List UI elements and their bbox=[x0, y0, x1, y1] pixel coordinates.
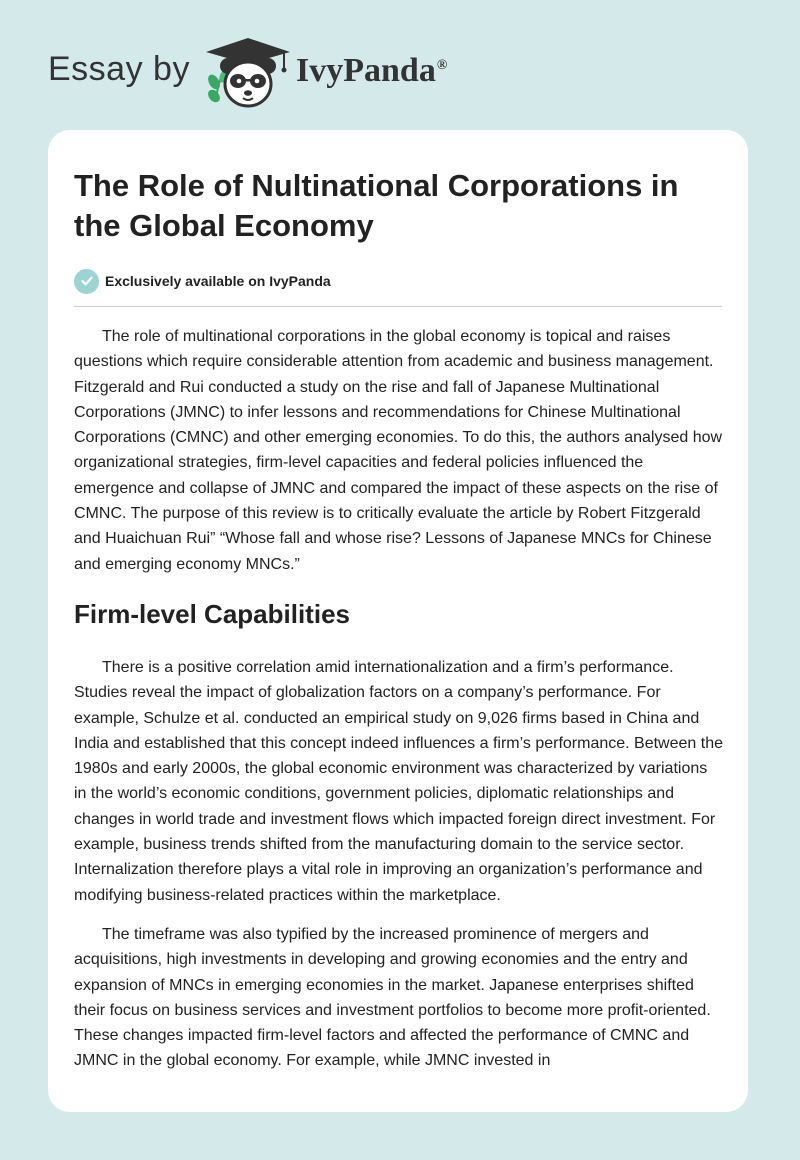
site-header bbox=[0, 0, 800, 130]
check-circle-icon bbox=[74, 269, 99, 294]
brand-name[interactable]: IvyPanda® bbox=[296, 52, 448, 89]
panda-graduate-logo-icon[interactable] bbox=[200, 34, 296, 110]
body-paragraph-2: The timeframe was also typified by the increased prominence of mergers and acquisitions, high investments in developing and growing economies and the entry and expansion of MNCs in emerging economies in the market. Japanese enterprises shifted their focus on business services and investment portfolios to become more profit-oriented. These changes impacted firm-level factors and affected the performance of CMNC and JMNC in the global economy. For example, while JMNC invested in bbox=[74, 925, 711, 1070]
section-heading: Firm-level Capabilities bbox=[74, 598, 350, 629]
registered-mark: ® bbox=[436, 58, 448, 73]
title-divider bbox=[74, 306, 722, 307]
essay-content bbox=[74, 166, 724, 1074]
body-paragraph-1: There is a positive correlation amid internationalization and a firm’s performance. Studies reveal the impact of globalization factors on a company’s performance. For example, Schulze et al. conducted an empirical study on 9,026 firms based in China and India and established that this concept indeed influences a firm’s performance. Between the 1980s and early 2000s, the global economic environment was characterized by variations in the world’s economic conditions, government policies, diplomatic relationships and changes in world trade and investment flows which impacted foreign direct investment. For example, business trends shifted from the manufacturing domain to the service sector. Internalization therefore plays a vital role in improving an organization’s performance and modifying business-related practices within the marketplace. bbox=[74, 658, 723, 904]
exclusive-label: Exclusively available on IvyPanda bbox=[105, 273, 331, 289]
brand-prefix: Essay by bbox=[48, 50, 190, 88]
exclusive-badge bbox=[74, 268, 724, 294]
essay-title: The Role of Nultinational Corporations in the Global Economy bbox=[74, 168, 679, 243]
intro-paragraph: The role of multinational corporations in the global economy is topical and raises questions which require considerable attention from academic and business management. Fitzgerald and Rui conducted a study on the rise and fall of Japanese Multinational Corporations (JMNC) to infer lessons and recommendations for Chinese Multinational Corporations (CMNC) and other emerging economies. To do this, the authors analysed how organizational strategies, firm-level capacities and federal policies influenced the emergence and collapse of JMNC and compared the impact of these aspects on the rise of CMNC. The purpose of this review is to critically evaluate the article by Robert Fitzgerald and Huaichuan Rui” “Whose fall and whose rise? Lessons of Japanese MNCs for Chinese and emerging economy MNCs.” bbox=[74, 328, 723, 573]
essay-card bbox=[48, 130, 748, 1112]
